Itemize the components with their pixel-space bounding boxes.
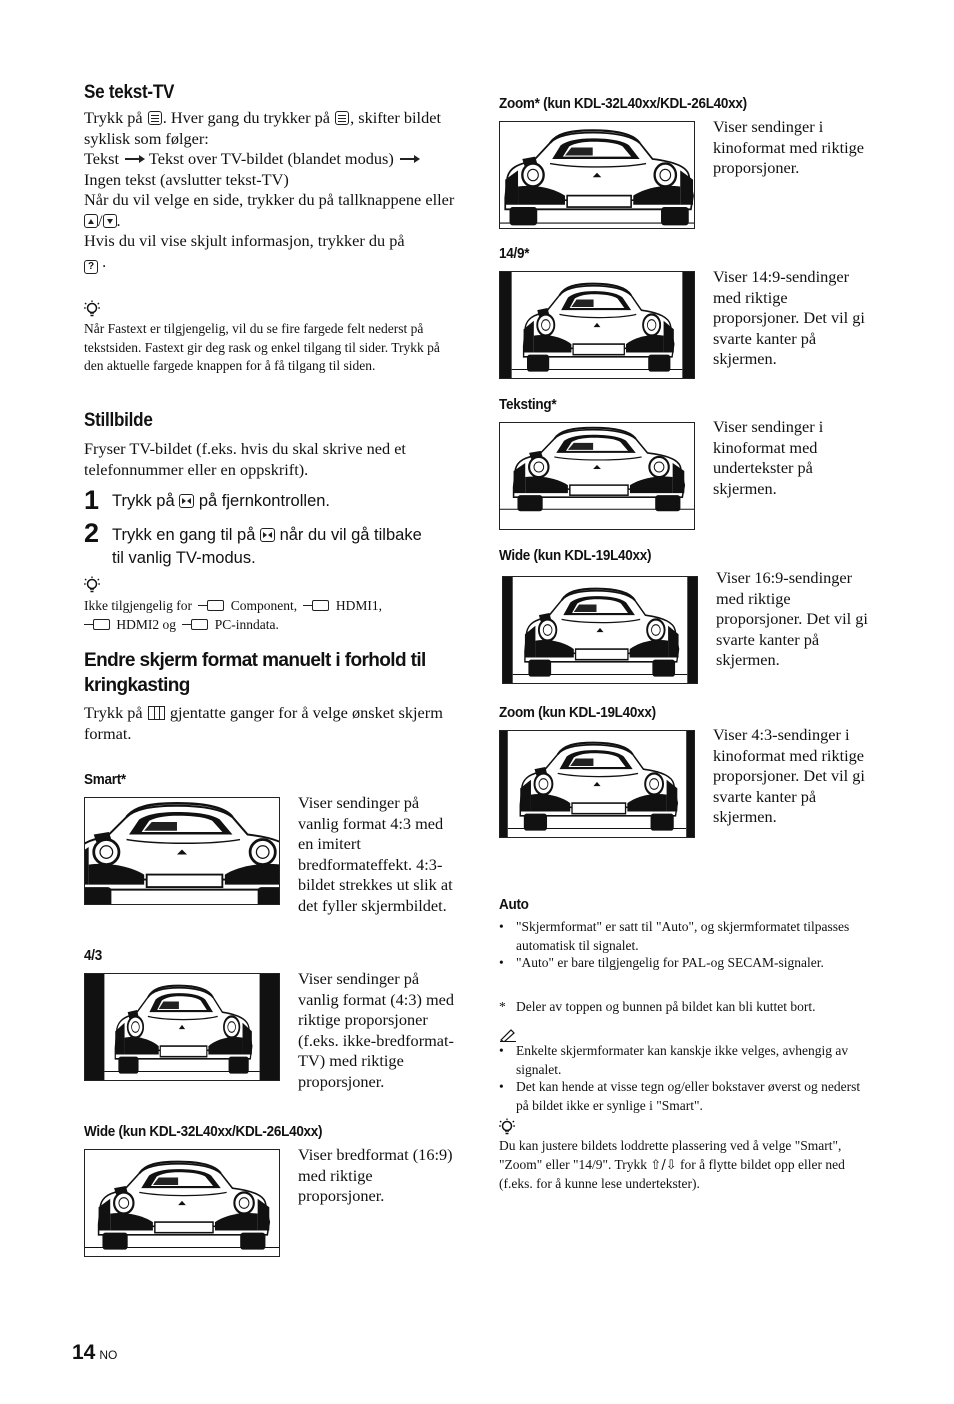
teletext-tip: Når Fastext er tilgjengelig, vil du se fire fargede felt nederst på tekstsiden. Fastext gir deg rask og enkel tilgang til sider. Trykk på den aktuelle fargede knappen for å få tilgang til siden. <box>84 321 440 373</box>
mode-43-desc: Viser sendinger på vanlig format (4:3) med riktige proporsjoner (f.eks. ikke-bredformat-TV) med riktige proporsjoner. <box>298 969 454 1091</box>
input-source-icon <box>303 600 329 611</box>
note-pencil-icon <box>499 1028 517 1042</box>
mode-149-title: 14/9* <box>499 245 530 262</box>
freeze-tip: Ikke tilgjengelig for Component, HDMI1, HDMI2 og PC-inndata. <box>84 598 382 632</box>
car-image-wide32 <box>84 1149 280 1257</box>
car-image-zoom19 <box>499 730 695 838</box>
mode-43-title: 4/3 <box>84 947 102 964</box>
auto-bullets <box>499 918 871 973</box>
mode-smart-desc: Viser sendinger på vanlig format 4:3 med en imitert bredformateffekt. 4:3-bildet strekkes ut slik at det fyller skjermbildet. <box>298 793 453 915</box>
auto-title: Auto <box>499 896 529 913</box>
arrow-right-icon <box>125 158 143 160</box>
hint-bulb-icon <box>84 300 100 318</box>
up-down-arrows-icon: ⇧/⇩ <box>650 1157 677 1173</box>
freeze-button-icon <box>260 528 275 542</box>
page-footer <box>72 1341 117 1365</box>
mode-149-desc: Viser 14:9-sendinger med riktige proporsjoner. Det vil gi svarte kanter på skjermen. <box>713 267 865 368</box>
mode-zoom32-title: Zoom* (kun KDL-32L40xx/KDL-26L40xx) <box>499 95 747 112</box>
footnote: * Deler av toppen og bunnen på bildet kan bli kuttet bort. <box>499 999 816 1014</box>
car-image-43 <box>84 973 280 1081</box>
mode-subtitle-desc: Viser sendinger i kinoformat med undertekster på skjermen. <box>713 417 824 498</box>
list-item: • "Auto" er bare tilgjengelig for PAL-og SECAM-signaler. <box>499 955 824 970</box>
auto-tip: Du kan justere bildets loddrette plassering ved å velge "Smart", "Zoom" eller "14/9". Trykk ⇧/⇩ for å flytte bildet opp eller ned (f.eks. for å kunne lese undertekster). <box>499 1138 845 1191</box>
input-source-icon <box>182 619 208 630</box>
step-1-text: Trykk på på fjernkontrollen. <box>112 492 331 510</box>
page-up-icon <box>84 214 98 228</box>
teletext-button-icon <box>148 111 162 125</box>
format-body: Trykk på gjentatte ganger for å velge ønsket skjerm format. <box>84 703 443 743</box>
car-image-wide19 <box>502 576 698 684</box>
mode-zoom19-desc: Viser 4:3-sendinger i kinoformat med riktige proporsjoner. Det vil gi svarte kanter på skjermen. <box>713 725 865 826</box>
freeze-heading: Stillbilde <box>84 410 153 431</box>
input-source-icon <box>198 600 224 611</box>
mode-wide32-title: Wide (kun KDL-32L40xx/KDL-26L40xx) <box>84 1123 323 1140</box>
teletext-button-icon <box>335 111 349 125</box>
right-column <box>499 0 871 1191</box>
freeze-body: Fryser TV-bildet (f.eks. hvis du skal skrive ned et telefonnummer eller en oppskrift). <box>84 439 406 479</box>
mode-wide32-desc: Viser bredformat (16:9) med riktige proporsjoner. <box>298 1145 453 1205</box>
format-heading: Endre skjerm format manuelt i forhold til kringkasting <box>84 650 426 696</box>
car-image-zoom32 <box>499 121 695 229</box>
teletext-intro: Trykk på . Hver gang du trykker på , skifter bildet syklisk som følger: Tekst Tekst over TV-bildet (blandet modus) Ingen tekst (avslutter tekst-TV) Når du vil velge en side, trykker du på tallknappene eller / . Hvis du vil vise skjult informasjon, trykker du på ? . <box>84 108 455 272</box>
freeze-button-icon <box>179 494 194 508</box>
step-1-number: 1 <box>84 485 100 515</box>
mode-smart-title: Smart* <box>84 771 126 788</box>
list-item: • Enkelte skjermformater kan kanskje ikke velges, avhengig av signalet. <box>499 1043 849 1077</box>
page-number: 14 <box>72 1341 96 1364</box>
notes-list <box>499 1042 871 1115</box>
reveal-question-icon: ? <box>84 260 98 274</box>
mode-subtitle-title: Teksting* <box>499 396 557 413</box>
hint-bulb-icon <box>84 576 100 594</box>
car-image-149 <box>499 271 695 379</box>
mode-zoom32-desc: Viser sendinger i kinoformat med riktige proporsjoner. <box>713 117 865 177</box>
teletext-heading: Se tekst-TV <box>84 82 175 103</box>
wide-mode-icon <box>148 706 165 720</box>
list-item: • Det kan hende at visse tegn og/eller bokstaver øverst og nederst på bildet ikke er synlige i "Smart". <box>499 1079 861 1113</box>
mode-wide19-desc: Viser 16:9-sendinger med riktige proporsjoner. Det vil gi svarte kanter på skjermen. <box>716 568 868 669</box>
list-item: • "Skjermformat" er satt til "Auto", og skjermformatet tilpasses automatisk til signalet. <box>499 919 850 953</box>
step-2-text: Trykk en gang til på når du vil gå tilbake til vanlig TV-modus. <box>112 526 422 567</box>
arrow-right-icon <box>400 158 418 160</box>
mode-wide19-title: Wide (kun KDL-19L40xx) <box>499 547 652 564</box>
page-down-icon <box>103 214 117 228</box>
car-image-smart <box>84 797 280 905</box>
step-2-number: 2 <box>84 518 100 548</box>
input-source-icon <box>84 619 110 630</box>
mode-zoom19-title: Zoom (kun KDL-19L40xx) <box>499 704 656 721</box>
car-image-subtitle <box>499 422 695 530</box>
hint-bulb-icon <box>499 1118 515 1136</box>
page-language: NO <box>99 1348 118 1362</box>
